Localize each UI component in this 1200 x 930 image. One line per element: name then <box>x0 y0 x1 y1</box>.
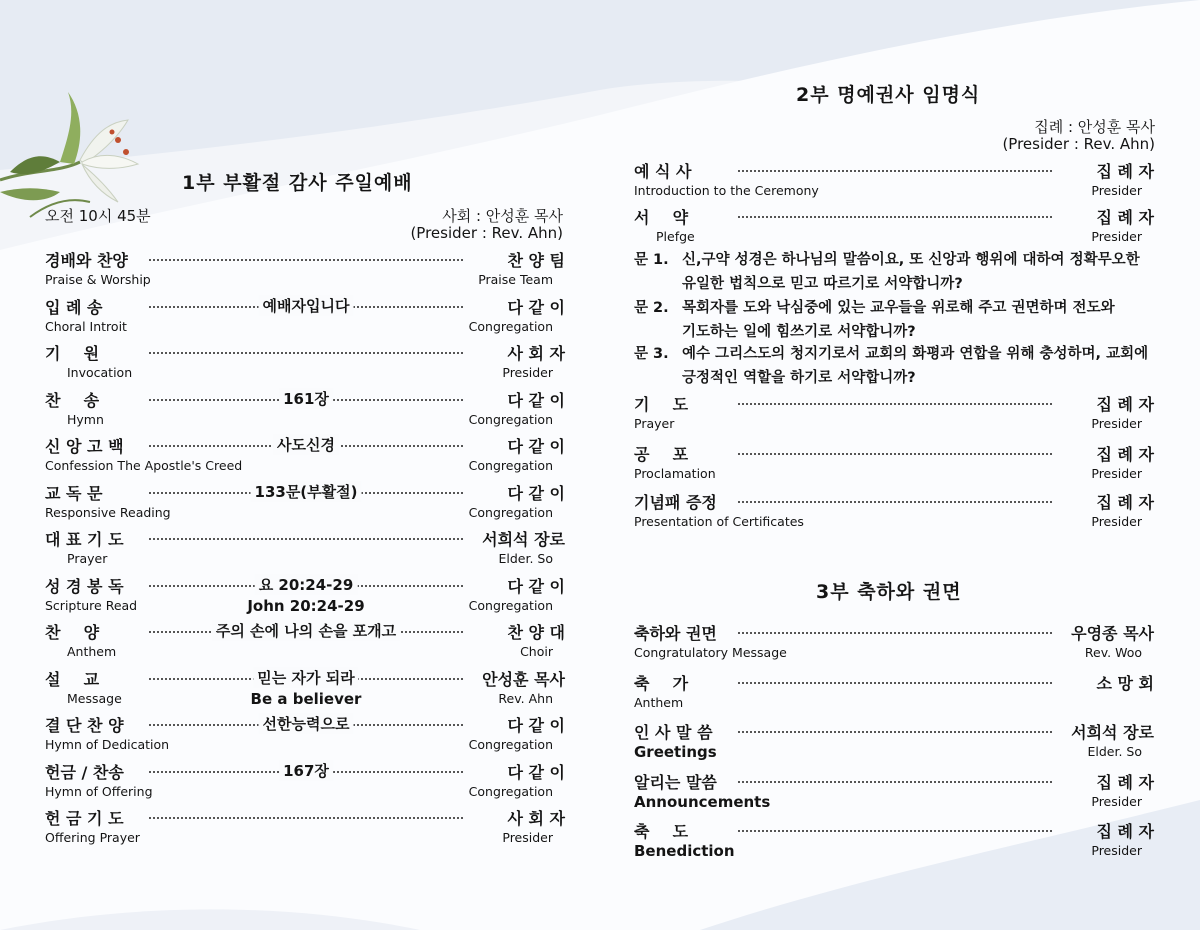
item-title: 헌 금 기 도 <box>45 809 124 828</box>
item-leader-name: 집 례 자 <box>1096 162 1154 181</box>
presider-label: 사회 : 안성훈 목사 <box>442 207 563 225</box>
item-title: 알리는 말씀 <box>634 772 717 792</box>
item-title-en: Hymn <box>67 411 104 427</box>
vow-number: 문 1. <box>634 252 669 268</box>
item-leader-name: 다 같 이 <box>507 390 565 410</box>
item-title-en: Anthem <box>634 694 684 710</box>
item-title-en: Hymn of Offering <box>45 783 153 799</box>
program-row <box>45 525 565 571</box>
item-title: 결 단 찬 양 <box>45 716 124 735</box>
item-leader-name-en: Presider <box>1091 416 1142 431</box>
program-row <box>45 618 565 664</box>
item-title-en: Praise & Worship <box>45 272 151 287</box>
item-title: 대 표 기 도 <box>45 530 124 549</box>
item-leader-name: 다 같 이 <box>507 762 565 782</box>
item-title: 성 경 봉 독 <box>45 576 124 596</box>
item-detail-en: John 20:24-29 <box>247 596 365 615</box>
item-title-en: Offering Prayer <box>45 830 140 845</box>
item-title-en: Hymn of Dedication <box>45 737 170 752</box>
program-row <box>45 479 565 525</box>
dotted-leader <box>738 731 1052 733</box>
item-title-en: Proclamation <box>634 466 716 481</box>
program-row <box>634 718 1154 764</box>
program-row <box>634 488 1154 534</box>
service-time: 오전 10시 45분 <box>45 207 151 225</box>
program-row <box>45 293 565 339</box>
vow-line: 신,구약 성경은 하나님의 말씀이요, 또 신앙과 행위에 대하여 정확무오한 <box>682 252 1140 268</box>
item-title-en: Greetings <box>634 743 717 761</box>
item-title: 설 교 <box>45 669 108 689</box>
item-title: 기념패 증정 <box>634 493 717 512</box>
item-leader-name-en: Presider <box>1091 793 1142 809</box>
item-leader-name: 찬 양 팀 <box>507 251 565 270</box>
program-row <box>45 665 565 711</box>
item-title-en: Plefge <box>656 229 695 244</box>
dotted-leader <box>149 352 463 354</box>
dotted-leader <box>738 170 1052 172</box>
program-row <box>634 157 1154 203</box>
item-leader-name-en: Presider <box>1091 843 1142 858</box>
program-row <box>45 339 565 385</box>
item-leader-name-en: Congregation <box>468 411 553 427</box>
item-leader-name-en: Elder. So <box>1087 744 1142 759</box>
item-title-en: Announcements <box>634 792 771 811</box>
item-leader-name: 집 례 자 <box>1096 493 1154 512</box>
part1-title: 1부 부활절 감사 주일예배 <box>182 172 413 194</box>
item-title: 헌금 / 찬송 <box>45 762 124 782</box>
program-row <box>45 246 565 292</box>
item-leader-name-en: Congregation <box>468 458 553 473</box>
item-leader-name: 집 례 자 <box>1096 445 1154 464</box>
item-leader-name: 다 같 이 <box>507 437 565 456</box>
program-row <box>45 804 565 850</box>
item-leader-name-en: Presider <box>1091 229 1142 244</box>
item-leader-name: 서희석 장로 <box>1071 723 1154 742</box>
item-leader-name-en: Congregation <box>468 783 553 799</box>
vow-number: 문 2. <box>634 300 669 316</box>
item-title-en: Confession The Apostle's Creed <box>45 458 243 473</box>
item-title: 축 가 <box>634 673 697 693</box>
program-row <box>45 432 565 478</box>
item-title-en: Invocation <box>67 365 133 380</box>
item-title-en: Anthem <box>67 644 117 659</box>
item-leader-name: 집 례 자 <box>1096 208 1154 227</box>
program-row <box>634 203 1154 249</box>
item-detail: 167장 <box>279 760 333 781</box>
item-title-en: Message <box>67 690 122 706</box>
item-leader-name-en: Rev. Woo <box>1084 645 1142 660</box>
item-leader-name-en: Rev. Ahn <box>498 690 553 706</box>
item-leader-name: 소 망 회 <box>1096 673 1154 693</box>
item-leader-name-en: Congregation <box>468 597 553 613</box>
item-title-en: Responsive Reading <box>45 504 171 520</box>
item-detail: 선한능력으로 <box>259 713 354 734</box>
item-detail: 예배자입니다 <box>259 295 354 316</box>
vow-line: 긍정적인 역할을 하기로 서약합니까? <box>682 370 916 386</box>
officiant-label: 집례 : 안성훈 목사 <box>1034 118 1155 136</box>
item-leader-name: 안성훈 목사 <box>482 669 565 689</box>
item-detail: 요 20:24-29 <box>255 574 358 595</box>
program-row <box>634 768 1154 814</box>
item-title-en: Congratulatory Message <box>634 645 787 660</box>
item-title-en: Benediction <box>634 842 735 860</box>
item-title-en: Scripture Read <box>45 597 138 613</box>
item-leader-name-en: Presider <box>1091 466 1142 481</box>
dotted-leader <box>738 830 1052 832</box>
lily-flower-decoration <box>0 92 150 222</box>
vow-3 <box>634 342 1148 390</box>
item-leader-name-en: Elder. So <box>498 551 553 566</box>
part2-title: 2부 명예권사 임명식 <box>796 84 981 106</box>
item-title: 찬 양 <box>45 623 108 642</box>
dotted-leader <box>738 453 1052 455</box>
item-title: 서 약 <box>634 208 697 227</box>
item-title: 인 사 말 씀 <box>634 723 713 742</box>
vow-line: 예수 그리스도의 청지기로서 교회의 화평과 연합을 위해 충성하며, 교회에 <box>682 346 1149 362</box>
item-detail: 사도신경 <box>273 434 339 455</box>
item-title-en: Prayer <box>634 416 675 431</box>
item-leader-name: 집 례 자 <box>1096 772 1154 792</box>
dotted-leader <box>738 781 1052 783</box>
item-leader-name: 우영종 목사 <box>1071 624 1154 643</box>
item-leader-name: 찬 양 대 <box>507 623 565 642</box>
part3-title: 3부 축하와 권면 <box>816 581 962 603</box>
item-title: 입 례 송 <box>45 297 103 317</box>
item-leader-name: 사 회 자 <box>507 344 565 363</box>
item-title-en: Choral Introit <box>45 318 127 334</box>
item-leader-name-en: Congregation <box>468 318 553 334</box>
item-detail: 주의 손에 나의 손을 포개고 <box>212 620 400 641</box>
item-title-en: Presentation of Certificates <box>634 514 804 529</box>
dotted-leader <box>738 216 1052 218</box>
program-row <box>634 390 1154 436</box>
vow-line: 유일한 법칙으로 믿고 따르기로 서약합니까? <box>682 276 963 292</box>
item-title: 찬 송 <box>45 390 108 410</box>
item-title: 신 앙 고 백 <box>45 437 124 456</box>
item-leader-name-en: Choir <box>520 644 553 659</box>
program-row <box>45 711 565 757</box>
item-leader-name-en: Presider <box>1091 514 1142 529</box>
item-leader-name: 서희석 장로 <box>482 530 565 549</box>
item-leader-name: 다 같 이 <box>507 483 565 503</box>
program-row <box>634 440 1154 486</box>
vow-line: 기도하는 일에 힘쓰기로 서약합니까? <box>682 324 916 340</box>
item-detail: 믿는 자가 되라 <box>253 667 358 688</box>
vow-2 <box>634 296 1115 344</box>
program-row <box>634 619 1154 665</box>
program-row <box>45 572 565 618</box>
item-detail: 133문(부활절) <box>251 481 362 502</box>
officiant-label-en: (Presider : Rev. Ahn) <box>1002 135 1155 153</box>
item-title: 축 도 <box>634 822 697 841</box>
item-leader-name-en: Presider <box>502 365 553 380</box>
dotted-leader <box>738 403 1052 405</box>
item-leader-name-en: Praise Team <box>478 272 553 287</box>
item-leader-name-en: Presider <box>1091 183 1142 198</box>
dotted-leader <box>738 632 1052 634</box>
item-leader-name: 다 같 이 <box>507 716 565 735</box>
item-title-en: Introduction to the Ceremony <box>634 183 819 198</box>
dotted-leader <box>738 501 1052 503</box>
item-title: 교 독 문 <box>45 483 103 503</box>
vow-1 <box>634 248 1140 296</box>
dotted-leader <box>149 259 463 261</box>
item-leader-name: 집 례 자 <box>1096 822 1154 841</box>
item-leader-name: 사 회 자 <box>507 809 565 828</box>
dotted-leader <box>149 538 463 540</box>
dotted-leader <box>738 682 1052 684</box>
item-leader-name: 집 례 자 <box>1096 395 1154 414</box>
item-title: 경배와 찬양 <box>45 251 128 270</box>
dotted-leader <box>149 817 463 819</box>
item-title: 축하와 권면 <box>634 624 717 643</box>
item-detail-en: Be a believer <box>250 689 362 708</box>
item-title-en: Prayer <box>67 551 108 566</box>
item-title: 공 포 <box>634 445 697 464</box>
presider-label-en: (Presider : Rev. Ahn) <box>410 224 563 242</box>
program-row <box>45 758 565 804</box>
item-title: 예 식 사 <box>634 162 692 181</box>
item-title: 기 도 <box>634 395 697 414</box>
program-row <box>634 817 1154 863</box>
item-leader-name: 다 같 이 <box>507 297 565 317</box>
item-leader-name-en: Presider <box>502 830 553 845</box>
item-detail: 161장 <box>279 388 333 409</box>
item-title: 기 원 <box>45 344 108 363</box>
vow-line: 목회자를 도와 낙심중에 있는 교우들을 위로해 주고 권면하며 전도와 <box>682 300 1115 316</box>
program-row <box>45 386 565 432</box>
item-leader-name-en: Congregation <box>468 737 553 752</box>
vow-number: 문 3. <box>634 346 669 362</box>
item-leader-name-en: Congregation <box>468 504 553 520</box>
program-row <box>634 669 1154 715</box>
item-leader-name: 다 같 이 <box>507 576 565 596</box>
